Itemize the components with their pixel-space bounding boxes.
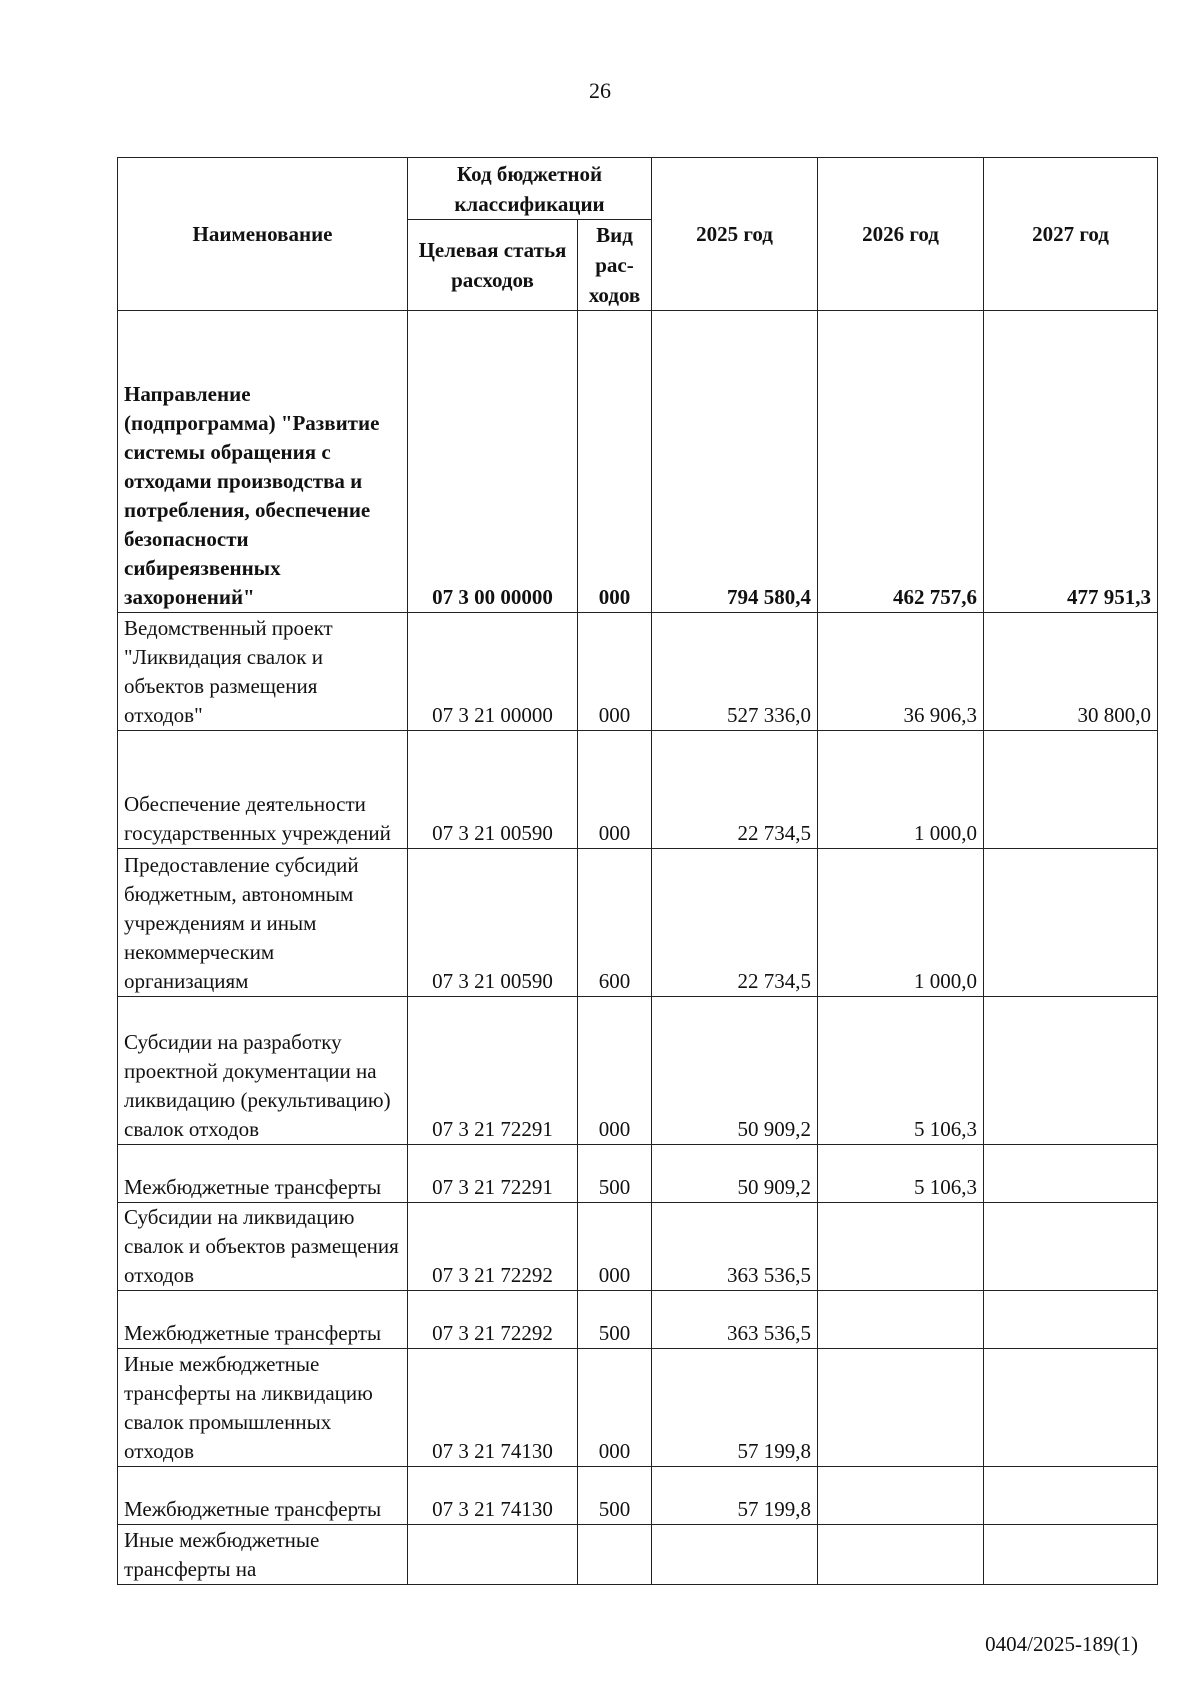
row-2026-cell: 36 906,3	[818, 613, 984, 731]
row-expense-type-cell: 000	[578, 731, 652, 849]
row-2026-cell	[818, 1291, 984, 1349]
row-name-cell: Межбюджетные трансферты	[118, 1291, 408, 1349]
budget-table	[117, 157, 1158, 1585]
row-target-code-cell: 07 3 21 72292	[408, 1203, 578, 1291]
table-row	[118, 997, 1158, 1145]
header-target-article: Целевая статья расходов	[408, 220, 578, 311]
row-2027-cell	[984, 1349, 1158, 1467]
row-name-cell: Направление (подпрограмма) "Развитие системы обращения с отходами производства и потребления, обеспечение безопасности сибиреязвенных захоронений"	[118, 311, 408, 613]
row-2026-cell: 1 000,0	[818, 849, 984, 997]
row-2027-cell	[984, 849, 1158, 997]
row-expense-type-cell: 000	[578, 997, 652, 1145]
row-expense-type-cell: 600	[578, 849, 652, 997]
row-expense-type-cell: 000	[578, 613, 652, 731]
row-2025-cell: 57 199,8	[652, 1349, 818, 1467]
row-2026-cell: 1 000,0	[818, 731, 984, 849]
header-code-group: Код бюджетной классификации	[408, 158, 652, 220]
row-target-code-cell: 07 3 21 72291	[408, 1145, 578, 1203]
row-2026-cell: 5 106,3	[818, 997, 984, 1145]
row-name-cell: Субсидии на разработку проектной документации на ликвидацию (рекультивацию) свалок отходов	[118, 997, 408, 1145]
row-target-code-cell: 07 3 21 74130	[408, 1467, 578, 1525]
row-target-code-cell: 07 3 21 74130	[408, 1349, 578, 1467]
row-2025-cell: 50 909,2	[652, 1145, 818, 1203]
row-name-cell: Иные межбюджетные трансферты на ликвидацию свалок промышленных отходов	[118, 1349, 408, 1467]
table-row	[118, 1291, 1158, 1349]
row-2027-cell	[984, 1203, 1158, 1291]
row-target-code-cell: 07 3 21 00590	[408, 731, 578, 849]
row-name-cell: Обеспечение деятельности государственных учреждений	[118, 731, 408, 849]
row-expense-type-cell: 000	[578, 1203, 652, 1291]
row-2025-cell: 363 536,5	[652, 1203, 818, 1291]
table-row	[118, 1349, 1158, 1467]
row-2027-cell	[984, 1291, 1158, 1349]
row-name-cell: Предоставление субсидий бюджетным, автономным учреждениям и иным некоммерческим организациям	[118, 849, 408, 997]
table-row	[118, 849, 1158, 997]
row-2027-cell	[984, 1467, 1158, 1525]
header-name: Наименование	[118, 158, 408, 311]
header-2027: 2027 год	[984, 158, 1158, 311]
row-name-cell: Межбюджетные трансферты	[118, 1145, 408, 1203]
row-2026-cell: 462 757,6	[818, 311, 984, 613]
table-row	[118, 1145, 1158, 1203]
table-body	[118, 311, 1158, 1585]
table-row	[118, 731, 1158, 849]
header-expense-type: Вид рас-ходов	[578, 220, 652, 311]
budget-table-container	[117, 157, 1157, 1585]
row-2027-cell	[984, 731, 1158, 849]
row-2025-cell: 22 734,5	[652, 849, 818, 997]
row-name-cell: Межбюджетные трансферты	[118, 1467, 408, 1525]
row-2026-cell	[818, 1467, 984, 1525]
row-target-code-cell: 07 3 00 00000	[408, 311, 578, 613]
row-name-cell: Иные межбюджетные трансферты на	[118, 1525, 408, 1585]
row-2027-cell: 477 951,3	[984, 311, 1158, 613]
row-2027-cell	[984, 997, 1158, 1145]
row-2025-cell: 57 199,8	[652, 1467, 818, 1525]
row-expense-type-cell: 500	[578, 1291, 652, 1349]
row-2025-cell: 50 909,2	[652, 997, 818, 1145]
row-expense-type-cell	[578, 1525, 652, 1585]
row-2026-cell	[818, 1349, 984, 1467]
page-number: 26	[589, 78, 611, 103]
row-target-code-cell	[408, 1525, 578, 1585]
table-row	[118, 311, 1158, 613]
row-2026-cell	[818, 1203, 984, 1291]
document-id: 0404/2025-189(1)	[985, 1632, 1138, 1656]
row-expense-type-cell: 000	[578, 1349, 652, 1467]
row-expense-type-cell: 000	[578, 311, 652, 613]
row-2025-cell: 22 734,5	[652, 731, 818, 849]
table-row	[118, 613, 1158, 731]
row-2026-cell	[818, 1525, 984, 1585]
row-name-cell: Ведомственный проект "Ликвидация свалок и объектов размещения отходов"	[118, 613, 408, 731]
row-target-code-cell: 07 3 21 72291	[408, 997, 578, 1145]
row-2025-cell: 794 580,4	[652, 311, 818, 613]
row-name-cell: Субсидии на ликвидацию свалок и объектов размещения отходов	[118, 1203, 408, 1291]
row-expense-type-cell: 500	[578, 1467, 652, 1525]
row-2027-cell	[984, 1145, 1158, 1203]
row-target-code-cell: 07 3 21 00590	[408, 849, 578, 997]
row-2025-cell: 527 336,0	[652, 613, 818, 731]
table-row	[118, 1525, 1158, 1585]
row-2027-cell: 30 800,0	[984, 613, 1158, 731]
table-row	[118, 1467, 1158, 1525]
row-expense-type-cell: 500	[578, 1145, 652, 1203]
header-2026: 2026 год	[818, 158, 984, 311]
row-2027-cell	[984, 1525, 1158, 1585]
row-target-code-cell: 07 3 21 00000	[408, 613, 578, 731]
table-row	[118, 1203, 1158, 1291]
row-2026-cell: 5 106,3	[818, 1145, 984, 1203]
row-2025-cell	[652, 1525, 818, 1585]
header-2025: 2025 год	[652, 158, 818, 311]
row-2025-cell: 363 536,5	[652, 1291, 818, 1349]
row-target-code-cell: 07 3 21 72292	[408, 1291, 578, 1349]
